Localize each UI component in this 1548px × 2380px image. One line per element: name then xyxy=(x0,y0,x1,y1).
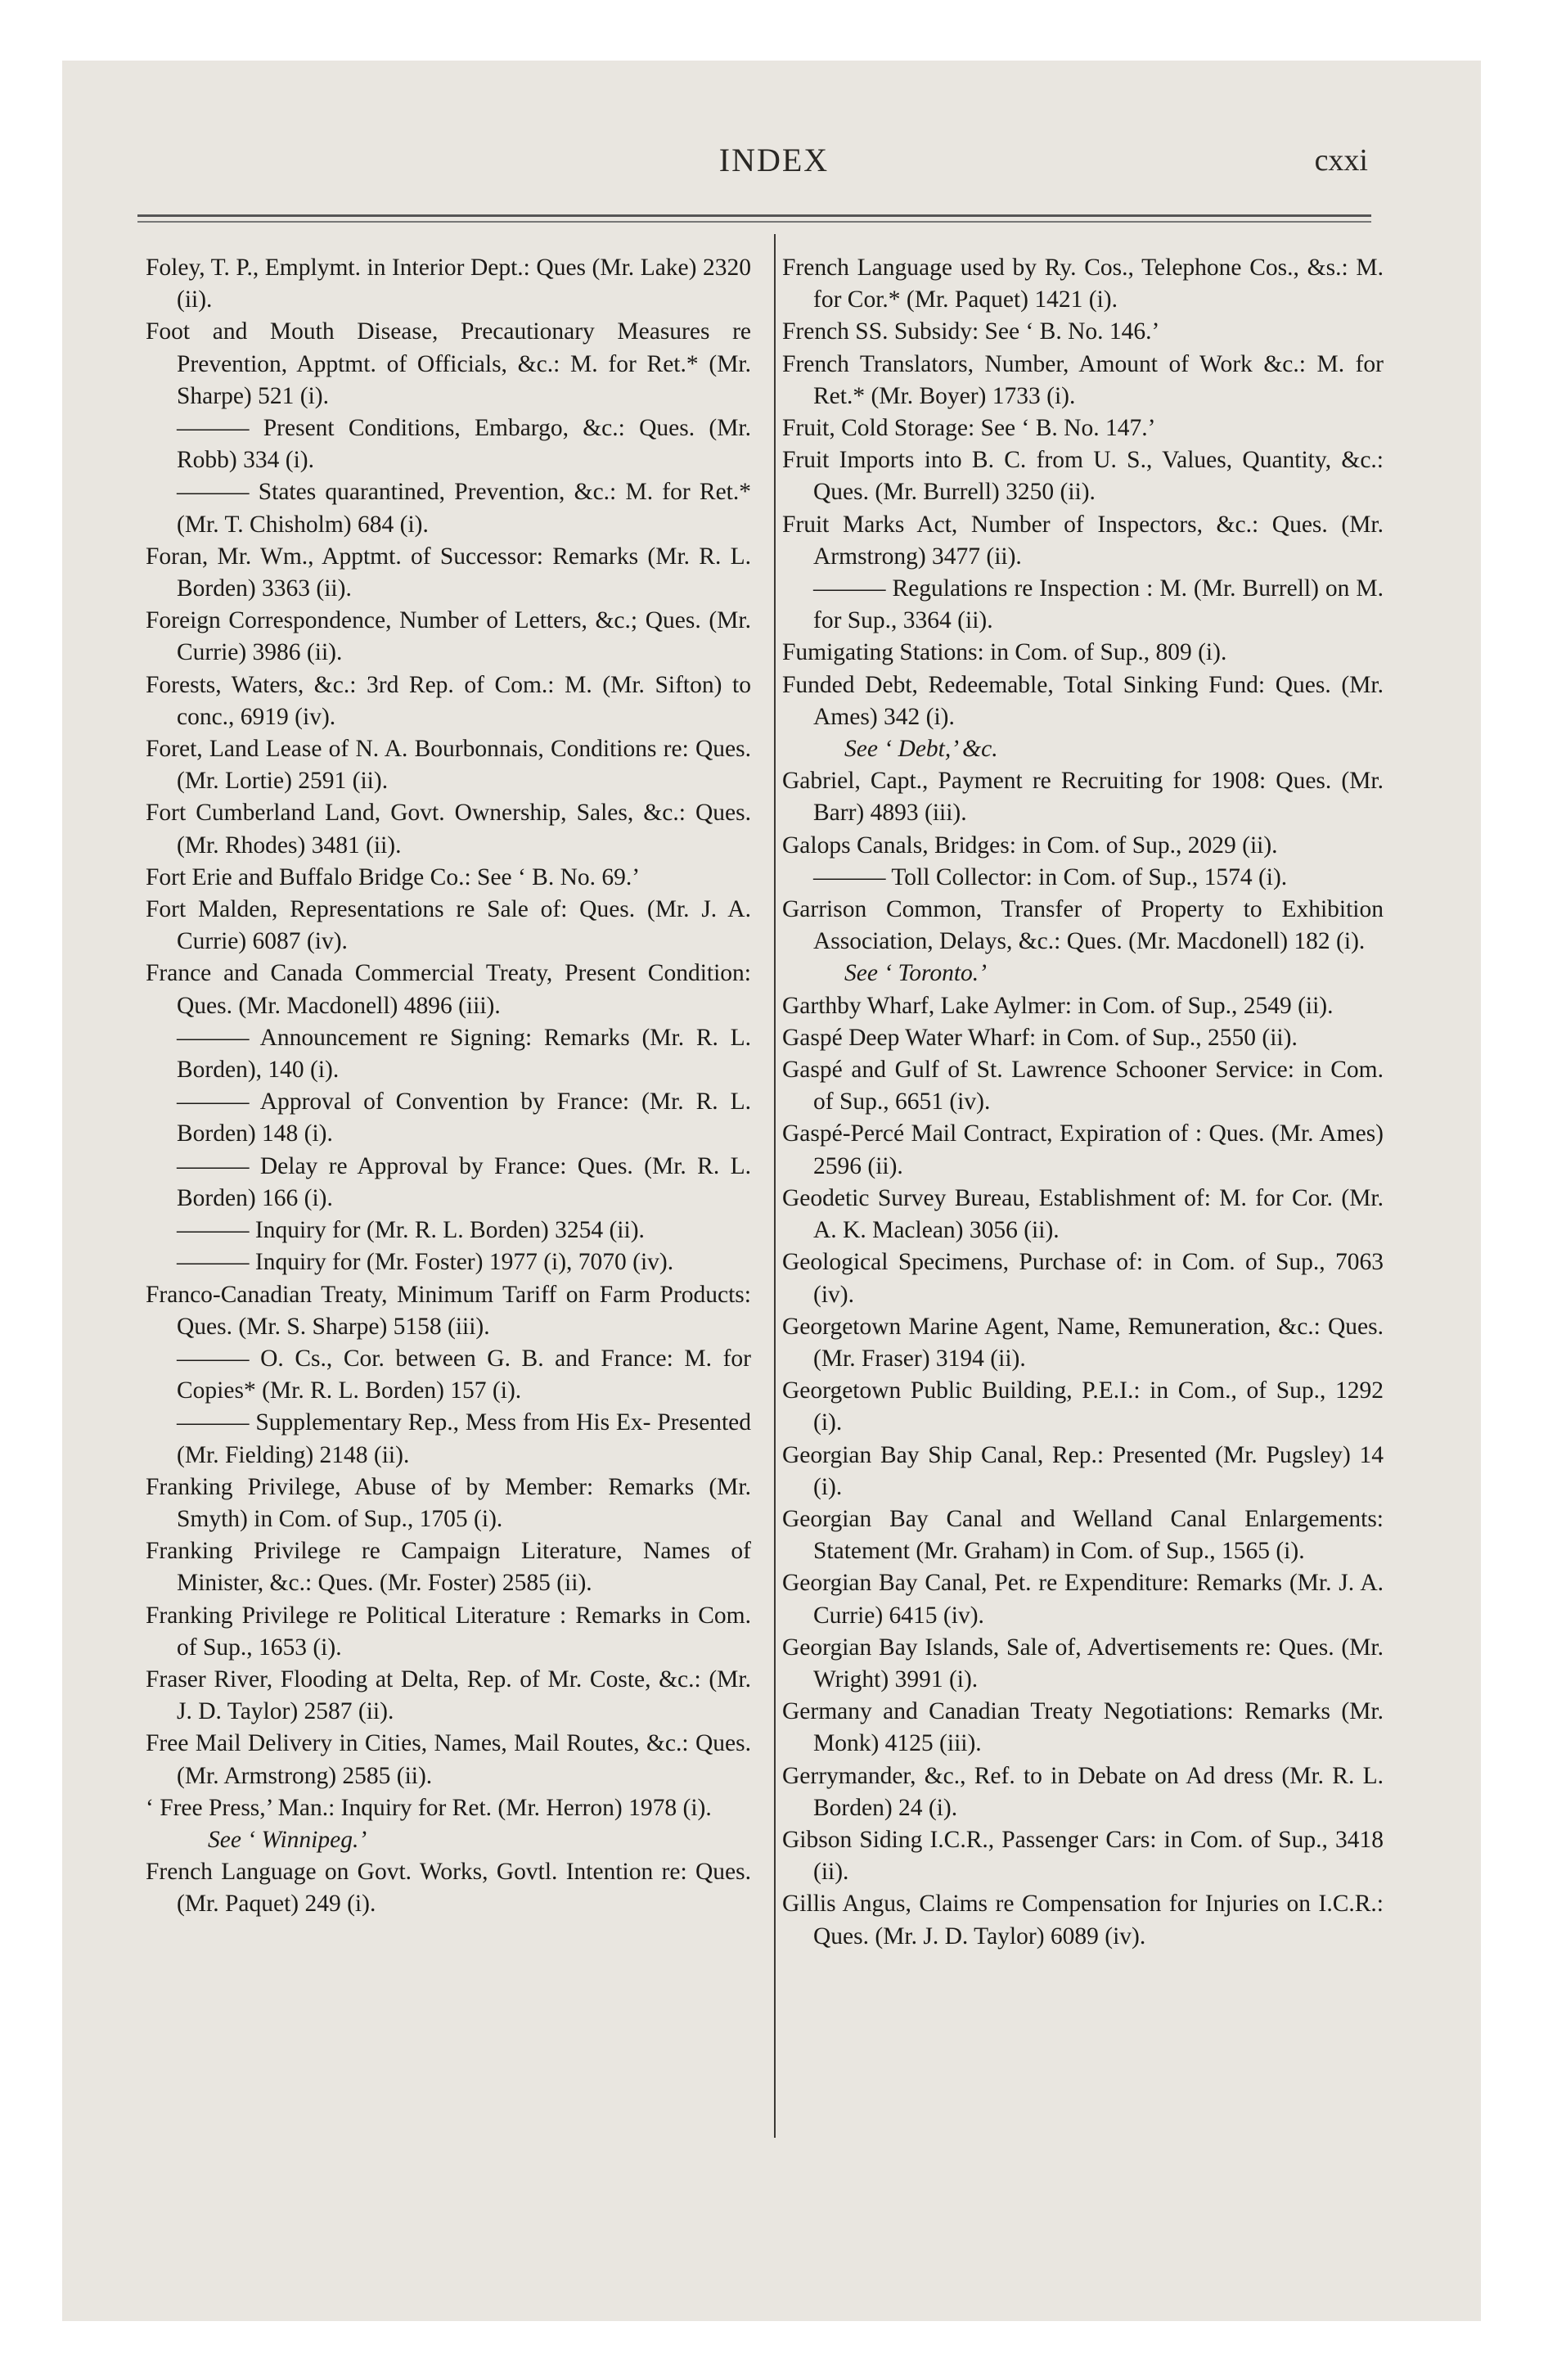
index-entry: France and Canada Commercial Treaty, Present Condition: Ques. (Mr. Macdonell) 4896 (iii). xyxy=(146,960,751,1019)
index-entry: Gibson Siding I.C.R., Passenger Cars: in Com. of Sup., 3418 (ii). xyxy=(782,1826,1384,1886)
index-entry: ‘ Free Press,’ Man.: Inquiry for Ret. (Mr. Herron) 1978 (i). xyxy=(146,1794,712,1821)
index-entry: Fraser River, Flooding at Delta, Rep. of Mr. Coste, &c.: (Mr. J. D. Taylor) 2587 (ii). xyxy=(146,1666,751,1725)
index-entry: Gaspé and Gulf of St. Lawrence Schooner Service: in Com. of Sup., 6651 (iv). xyxy=(782,1057,1384,1116)
index-entry: Franking Privilege, Abuse of by Member: Remarks (Mr. Smyth) in Com. of Sup., 1705 (i). xyxy=(146,1473,751,1532)
index-entry: Gillis Angus, Claims re Compensation for Injuries on I.C.R.: Ques. (Mr. J. D. Taylor) 6089 (iv). xyxy=(782,1891,1384,1950)
index-entry: Foot and Mouth Disease, Precautionary Measures re Prevention, Apptmt. of Officials, &c.: M. for Ret.* (Mr. Sharpe) 521 (i). xyxy=(146,318,751,409)
index-entry: Fruit Imports into B. C. from U. S., Values, Quantity, &c.: Ques. (Mr. Burrell) 3250 (ii). xyxy=(782,447,1384,506)
see-reference: See ‘ Toronto.’ xyxy=(844,960,987,987)
index-entry: Fort Cumberland Land, Govt. Ownership, Sales, &c.: Ques. (Mr. Rhodes) 3481 (ii). xyxy=(146,800,751,859)
index-entry: Georgian Bay Canal, Pet. re Expenditure: Remarks (Mr. J. A. Currie) 6415 (iv). xyxy=(782,1570,1384,1629)
index-entry: Georgian Bay Ship Canal, Rep.: Presented (Mr. Pugsley) 14 (i). xyxy=(782,1441,1384,1500)
see-reference: See ‘ Debt,’ &c. xyxy=(844,736,998,763)
index-subentry: ——— Approval of Convention by France: (Mr. R. L. Borden) 148 (i). xyxy=(177,1089,751,1147)
index-subentry: ——— Present Conditions, Embargo, &c.: Ques. (Mr. Robb) 334 (i). xyxy=(177,415,751,474)
index-entry: Geological Specimens, Purchase of: in Com. of Sup., 7063 (iv). xyxy=(782,1249,1384,1308)
index-entry: Foreign Correspondence, Number of Letters, &c.; Ques. (Mr. Currie) 3986 (ii). xyxy=(146,607,751,666)
index-entry: Fumigating Stations: in Com. of Sup., 809 (i). xyxy=(782,639,1227,666)
index-subentry: ——— Supplementary Rep., Mess from His Ex- Presented (Mr. Fielding) 2148 (ii). xyxy=(177,1409,751,1468)
index-entry: Fruit, Cold Storage: See ‘ B. No. 147.’ xyxy=(782,415,1156,442)
index-entry: Gerrymander, &c., Ref. to in Debate on Ad dress (Mr. R. L. Borden) 24 (i). xyxy=(782,1762,1384,1821)
index-entry: Georgetown Public Building, P.E.I.: in Com., of Sup., 1292 (i). xyxy=(782,1377,1384,1436)
index-subentry: ——— O. Cs., Cor. between G. B. and France: M. for Copies* (Mr. R. L. Borden) 157 (i). xyxy=(177,1345,751,1404)
index-entry: Franco-Canadian Treaty, Minimum Tariff on Farm Products: Ques. (Mr. S. Sharpe) 5158 (iii). xyxy=(146,1281,751,1340)
column-divider xyxy=(774,234,776,2138)
index-entry: Gaspé Deep Water Wharf: in Com. of Sup., 2550 (ii). xyxy=(782,1024,1298,1051)
index-entry: Garrison Common, Transfer of Property to Exhibition Association, Delays, &c.: Ques. (Mr. Macdonell) 182 (i). xyxy=(782,896,1384,955)
index-entry: French Language used by Ry. Cos., Telephone Cos., &s.: M. for Cor.* (Mr. Paquet) 1421 (i). xyxy=(782,255,1384,313)
page-title: INDEX xyxy=(718,142,830,178)
index-entry: Fort Erie and Buffalo Bridge Co.: See ‘ B. No. 69.’ xyxy=(146,863,641,890)
right-column xyxy=(782,252,1384,1953)
index-subentry: ——— Inquiry for (Mr. R. L. Borden) 3254 (ii). xyxy=(177,1217,645,1244)
index-subentry: ——— States quarantined, Prevention, &c.: M. for Ret.* (Mr. T. Chisholm) 684 (i). xyxy=(177,479,751,538)
index-subentry: ——— Inquiry for (Mr. Foster) 1977 (i), 7070 (iv). xyxy=(177,1249,674,1276)
index-entry: Georgian Bay Islands, Sale of, Advertisements re: Ques. (Mr. Wright) 3991 (i). xyxy=(782,1634,1384,1693)
index-entry: Franking Privilege re Campaign Literature, Names of Minister, &c.: Ques. (Mr. Foster) 2585 (ii). xyxy=(146,1538,751,1597)
header-rule-secondary xyxy=(137,221,1371,223)
index-subentry: ——— Toll Collector: in Com. of Sup., 1574 (i). xyxy=(813,863,1288,890)
index-entry: Gabriel, Capt., Payment re Recruiting for 1908: Ques. (Mr. Barr) 4893 (iii). xyxy=(782,768,1384,827)
index-entry: Foley, T. P., Emplymt. in Interior Dept.: Ques (Mr. Lake) 2320 (ii). xyxy=(146,255,751,313)
left-column xyxy=(146,252,751,1921)
index-entry: French Language on Govt. Works, Govtl. Intention re: Ques. (Mr. Paquet) 249 (i). xyxy=(146,1859,751,1918)
index-entry: Fort Malden, Representations re Sale of: Ques. (Mr. J. A. Currie) 6087 (iv). xyxy=(146,896,751,955)
index-entry: Galops Canals, Bridges: in Com. of Sup., 2029 (ii). xyxy=(782,832,1278,859)
index-entry: Georgetown Marine Agent, Name, Remuneration, &c.: Ques. (Mr. Fraser) 3194 (ii). xyxy=(782,1313,1384,1372)
index-entry: Gaspé-Percé Mail Contract, Expiration of : Ques. (Mr. Ames) 2596 (ii). xyxy=(782,1120,1384,1179)
index-entry: Franking Privilege re Political Literature : Remarks in Com. of Sup., 1653 (i). xyxy=(146,1602,751,1661)
index-entry: Geodetic Survey Bureau, Establishment of: M. for Cor. (Mr. A. K. Maclean) 3056 (ii). xyxy=(782,1184,1384,1244)
index-entry: Garthby Wharf, Lake Aylmer: in Com. of Sup., 2549 (ii). xyxy=(782,992,1334,1019)
index-entry: French SS. Subsidy: See ‘ B. No. 146.’ xyxy=(782,318,1160,345)
header-rule xyxy=(137,214,1371,217)
index-entry: Forests, Waters, &c.: 3rd Rep. of Com.: M. (Mr. Sifton) to conc., 6919 (iv). xyxy=(146,671,751,730)
index-entry: French Translators, Number, Amount of Work &c.: M. for Ret.* (Mr. Boyer) 1733 (i). xyxy=(782,350,1384,409)
index-entry: Germany and Canadian Treaty Negotiations: Remarks (Mr. Monk) 4125 (iii). xyxy=(782,1698,1384,1757)
index-entry: Georgian Bay Canal and Welland Canal Enlargements: Statement (Mr. Graham) in Com. of Sup., 1565 (i). xyxy=(782,1505,1384,1565)
page-number: cxxi xyxy=(1314,143,1368,178)
index-entry: Foret, Land Lease of N. A. Bourbonnais, Conditions re: Ques. (Mr. Lortie) 2591 (ii). xyxy=(146,736,751,795)
index-entry: Fruit Marks Act, Number of Inspectors, &c.: Ques. (Mr. Armstrong) 3477 (ii). xyxy=(782,511,1384,570)
index-subentry: ——— Announcement re Signing: Remarks (Mr. R. L. Borden), 140 (i). xyxy=(177,1024,751,1084)
index-subentry: ——— Delay re Approval by France: Ques. (Mr. R. L. Borden) 166 (i). xyxy=(177,1152,751,1211)
index-entry: Foran, Mr. Wm., Apptmt. of Successor: Remarks (Mr. R. L. Borden) 3363 (ii). xyxy=(146,543,751,602)
index-entry: Free Mail Delivery in Cities, Names, Mail Routes, &c.: Ques. (Mr. Armstrong) 2585 (ii). xyxy=(146,1730,751,1789)
see-reference: See ‘ Winnipeg.’ xyxy=(208,1826,367,1853)
index-subentry: ——— Regulations re Inspection : M. (Mr. Burrell) on M. for Sup., 3364 (ii). xyxy=(813,575,1384,634)
index-entry: Funded Debt, Redeemable, Total Sinking Fund: Ques. (Mr. Ames) 342 (i). xyxy=(782,671,1384,730)
